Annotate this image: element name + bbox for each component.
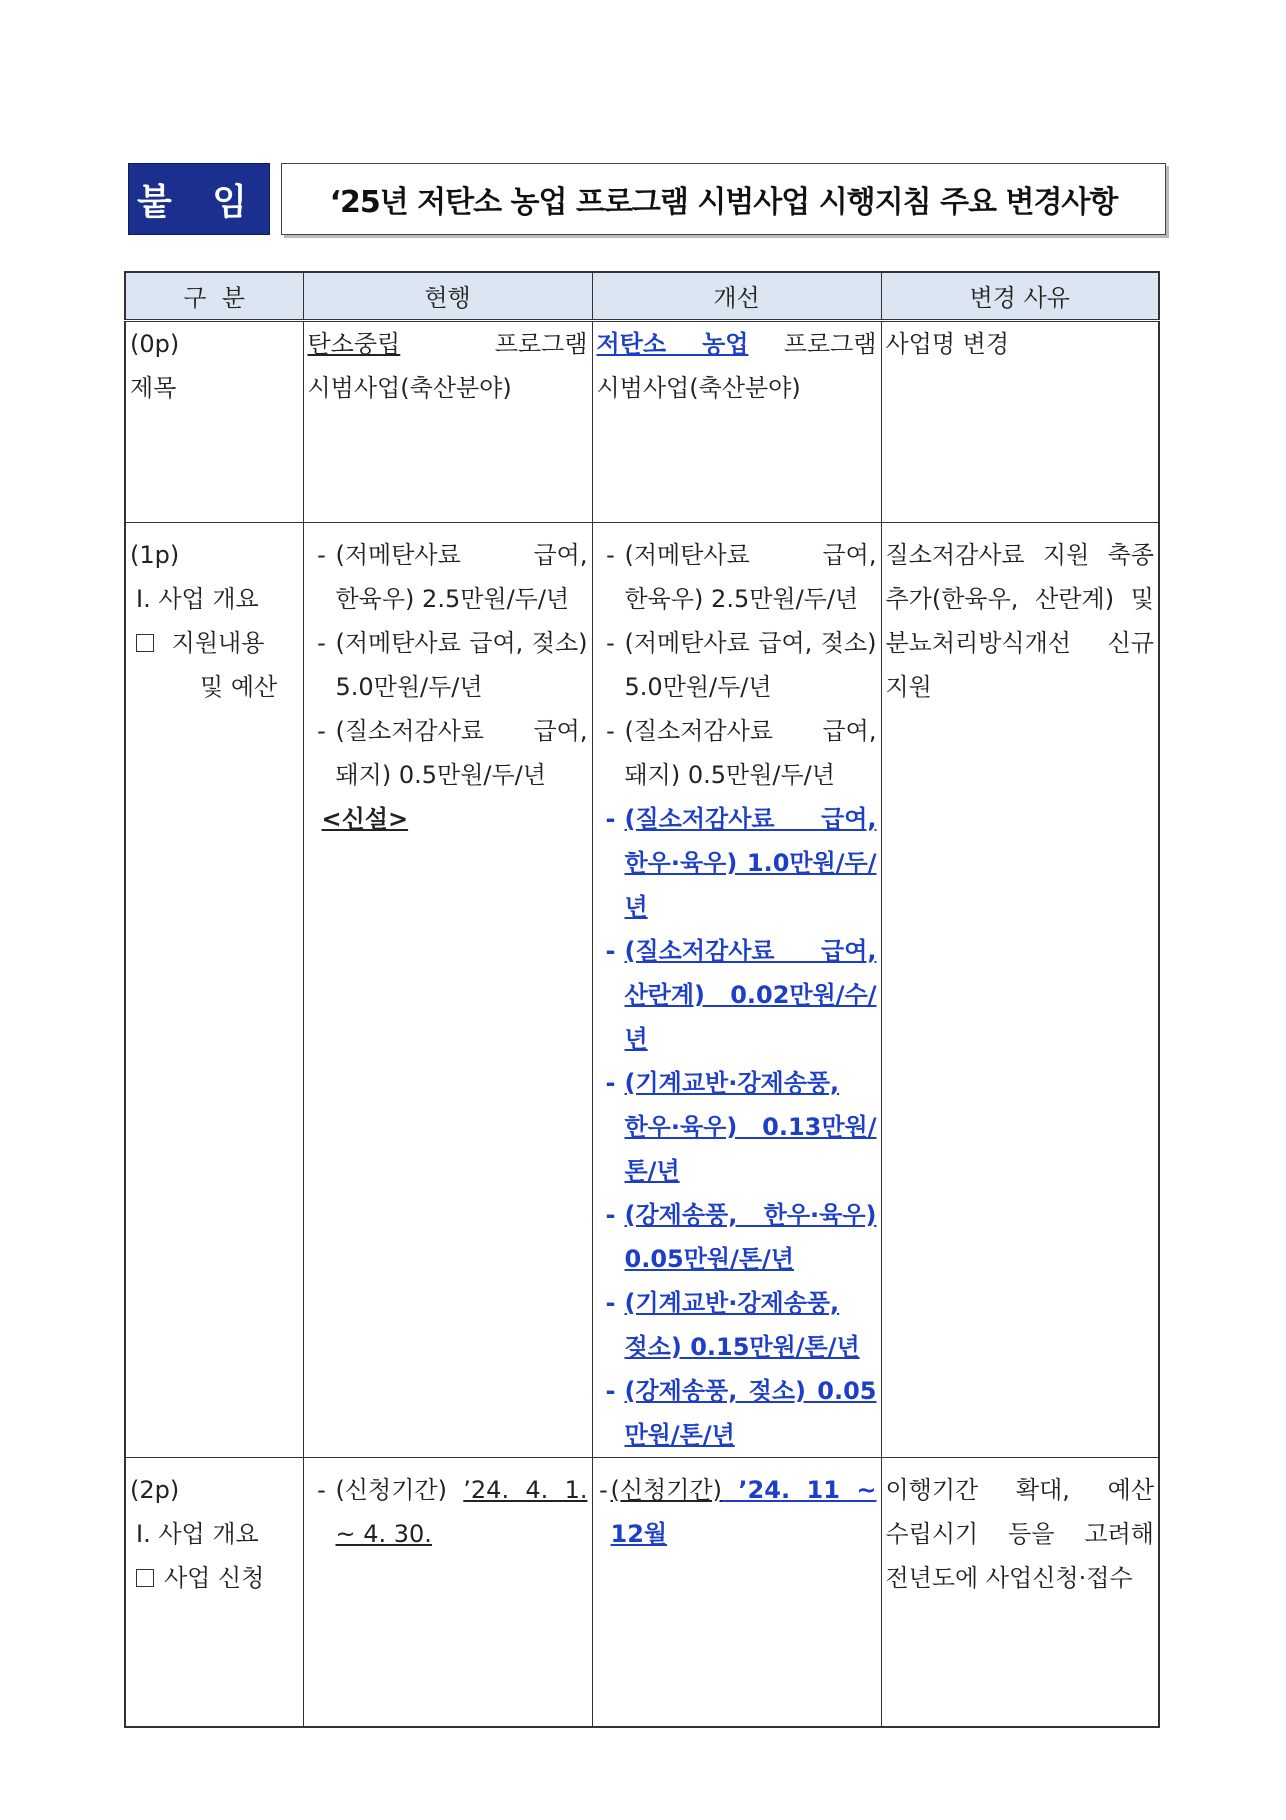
list-item: - (신청기간) ’24. 11 ~ 12월 <box>599 1475 877 1548</box>
attachment-badge: 붙 임 <box>128 163 270 235</box>
changes-table <box>124 271 1160 1728</box>
new-list-item: - (강제송풍, 한우·육우) 0.05만원/톤/년 <box>605 1200 877 1273</box>
list-item: - (저메탄사료 급여, 한육우) 2.5만원/두/년 <box>606 540 877 613</box>
category-line: 제목 <box>130 373 177 402</box>
table-row <box>125 522 1159 1457</box>
square-bullet-icon <box>136 634 154 652</box>
new-list-item: - (강제송풍, 젖소) 0.05 만원/톤/년 <box>605 1376 877 1449</box>
reason-text: 사업명 변경 <box>885 329 1010 358</box>
table-header-row <box>125 272 1159 320</box>
square-bullet-icon <box>136 1569 154 1587</box>
current-cell <box>303 1457 592 1727</box>
reason-cell <box>881 522 1159 1457</box>
new-note: <신설> <box>321 804 409 833</box>
table-row <box>125 1457 1159 1727</box>
current-cell <box>303 522 592 1457</box>
category-line: Ⅰ. 사업 개요 <box>136 1519 259 1548</box>
new-list-item: - (질소저감사료 급여, 산란계) 0.02만원/수/년 <box>605 936 877 1053</box>
document-title: ‘25년 저탄소 농업 프로그램 시범사업 시행지침 주요 변경사항 <box>281 163 1166 235</box>
improved-text: 프로그램 시범사업(축산분야) <box>596 329 877 402</box>
category-line: Ⅰ. 사업 개요 <box>136 584 259 613</box>
list-item: - (신청기간) ’24. 4. 1. ~ 4. 30. <box>317 1475 588 1548</box>
category-cell <box>125 522 303 1457</box>
list-item: - (저메탄사료 급여, 한육우) 2.5만원/두/년 <box>317 540 588 613</box>
new-list-item: - (질소저감사료 급여, 한우·육우) 1.0만원/두/년 <box>605 804 877 921</box>
reason-cell <box>881 320 1159 522</box>
improved-cell <box>592 320 881 522</box>
new-list-item: - (기계교반·강제송풍, 한우·육우) 0.13만원/톤/년 <box>605 1068 877 1185</box>
column-header-category: 구 분 <box>125 272 303 320</box>
category-cell <box>125 1457 303 1727</box>
page-ref: (1p) <box>130 540 180 569</box>
category-line: 및 예산 <box>200 672 278 701</box>
list-item: - (저메탄사료 급여, 젖소) 5.0만원/두/년 <box>606 628 877 701</box>
page-ref: (0p) <box>130 329 180 358</box>
list-item: - (질소저감사료 급여, 돼지) 0.5만원/두/년 <box>317 716 588 789</box>
current-underlined-text: 탄소중립 <box>307 329 401 358</box>
column-header-current: 현행 <box>303 272 592 320</box>
category-line: 사업 신청 <box>130 1556 299 1600</box>
current-text: 프로그램 시범사업(축산분야) <box>307 329 588 402</box>
page-ref: (2p) <box>130 1475 180 1504</box>
improved-highlight-text: 저탄소 농업 <box>596 329 749 358</box>
table-row <box>125 320 1159 522</box>
category-cell <box>125 320 303 522</box>
reason-cell <box>881 1457 1159 1727</box>
column-header-reason: 변경 사유 <box>881 272 1159 320</box>
new-list-item: - (기계교반·강제송풍, 젖소) 0.15만원/톤/년 <box>605 1288 860 1361</box>
reason-text: 이행기간 확대, 예산 수립시기 등을 고려해 전년도에 사업신청·접수 <box>885 1475 1154 1592</box>
list-item: - (질소저감사료 급여, 돼지) 0.5만원/두/년 <box>606 716 877 789</box>
category-line: 지원내용 <box>130 621 299 665</box>
reason-text: 질소저감사료 지원 축종 추가(한육우, 산란계) 및 분뇨처리방식개선 신규 지원 <box>885 540 1154 701</box>
improved-cell <box>592 1457 881 1727</box>
column-header-improved: 개선 <box>592 272 881 320</box>
current-cell <box>303 320 592 522</box>
improved-cell <box>592 522 881 1457</box>
list-item: - (저메탄사료 급여, 젖소) 5.0만원/두/년 <box>317 628 588 701</box>
